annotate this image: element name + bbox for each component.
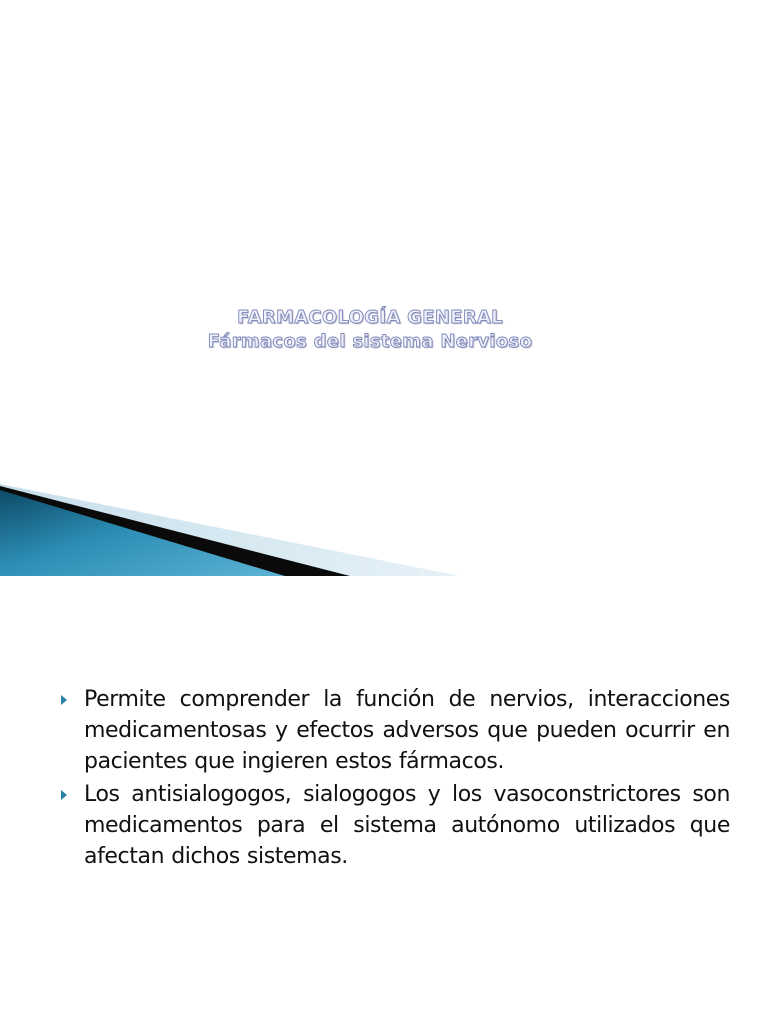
bullet-arrow-icon xyxy=(61,695,67,705)
bullet-arrow-icon xyxy=(61,790,67,800)
list-item xyxy=(58,779,730,872)
bullet-text: Permite comprender la función de nervios, interacciones medicamentosas y efectos adversos que pueden ocurrir en pacientes que ingieren estos fármacos. xyxy=(84,687,730,774)
decorative-swoosh xyxy=(0,476,460,576)
slide-title xyxy=(0,306,740,354)
content-slide xyxy=(0,576,768,1024)
title-line-subtitle: Fármacos del sistema Nervioso xyxy=(207,331,533,352)
bullet-text: Los antisialogogos, sialogogos y los vasoconstrictores son medicamentos para el sistema autónomo utilizados que afectan dichos sistemas. xyxy=(84,782,730,869)
bullet-list xyxy=(58,684,730,874)
title-line-main: FARMACOLOGÍA GENERAL xyxy=(237,307,503,328)
list-item xyxy=(58,684,730,777)
